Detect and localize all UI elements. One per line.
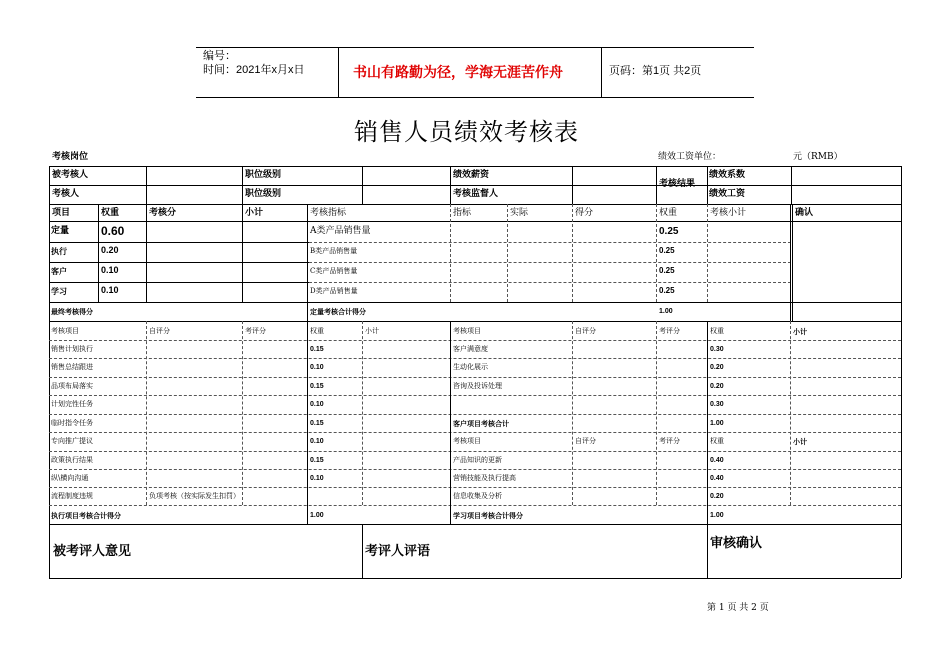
quant-indicator: C类产品销售量 — [310, 267, 358, 275]
rule — [656, 166, 657, 204]
customer-weight: 0.20 — [710, 364, 724, 371]
rule — [792, 204, 793, 321]
exec-sum-value: 1.00 — [310, 512, 324, 519]
customer-item: 客户满意度 — [453, 345, 488, 353]
col-header: 考核项目 — [51, 327, 79, 335]
rule — [49, 469, 901, 470]
quant-indicator: B类产品销售量 — [310, 247, 358, 255]
rule — [362, 166, 363, 204]
header-divider — [601, 48, 602, 97]
salary-label: 绩效薪资 — [453, 170, 490, 180]
exec-weight: 0.15 — [310, 420, 324, 427]
exec-weight: 0.10 — [310, 401, 324, 408]
col-header: 权重 — [710, 327, 724, 335]
customer-sum-value: 1.00 — [710, 420, 724, 427]
quant-sum-label: 定量考核合计得分 — [310, 307, 366, 316]
customer-item: 生动化展示 — [453, 363, 488, 371]
quant-indicator: D类产品销售量 — [310, 287, 358, 295]
col-header: 确认 — [795, 208, 814, 218]
quant-item: 学习 — [51, 286, 67, 296]
quant-weight: 0.60 — [101, 224, 125, 238]
exec-weight: 0.10 — [310, 364, 324, 371]
rule — [49, 451, 901, 452]
study-item: 营销技能及执行提高 — [453, 474, 516, 482]
rule — [450, 321, 451, 524]
rule — [362, 524, 363, 578]
study-weight: 0.40 — [710, 457, 724, 464]
customer-weight: 0.20 — [710, 383, 724, 390]
exec-item: 品项布局落实 — [51, 382, 93, 390]
exec-weight: 0.15 — [310, 457, 324, 464]
exec-weight: 0.15 — [310, 383, 324, 390]
quant-indicator: A类产品销售量 — [310, 226, 371, 236]
rule — [790, 204, 901, 205]
rule — [49, 505, 901, 506]
exec-item: 计划完性任务 — [51, 400, 93, 408]
quant-weight: 0.10 — [101, 265, 119, 275]
rule — [656, 204, 657, 302]
rule — [707, 321, 708, 578]
comment-label: 考评人评语 — [365, 544, 431, 559]
rule — [146, 166, 147, 204]
quant-sum-value: 1.00 — [659, 308, 673, 315]
study-weight: 0.40 — [710, 475, 724, 482]
exec-item: 销售总结跟进 — [51, 363, 93, 371]
quant-item: 执行 — [51, 246, 67, 256]
rule — [450, 166, 451, 204]
rule — [49, 578, 901, 579]
quant-weight2: 0.25 — [659, 226, 679, 237]
col-header: 考评分 — [659, 327, 680, 335]
rule — [49, 242, 309, 243]
review-label: 审核确认 — [710, 536, 763, 551]
rule — [656, 321, 657, 505]
col-header: 项目 — [52, 208, 71, 218]
rule — [901, 166, 902, 578]
quant-weight2: 0.25 — [659, 246, 675, 255]
study-item: 信息收集及分析 — [453, 492, 502, 500]
col-header: 自评分 — [149, 327, 170, 335]
customer-weight: 0.30 — [710, 346, 724, 353]
col-header: 指标 — [453, 208, 472, 218]
level-label: 职位级别 — [245, 189, 282, 199]
rule — [507, 204, 508, 302]
assessor-label: 考核人 — [52, 189, 80, 199]
rule — [362, 321, 363, 505]
col-header: 考核指标 — [310, 208, 347, 218]
rule — [49, 340, 901, 341]
exec-item: 流程制度违规 — [51, 492, 93, 500]
page-footer: 第 1 页 共 2 页 — [707, 603, 769, 613]
exec-note: 负项考核（按实际发生扣罚） — [149, 492, 240, 500]
rule — [49, 302, 901, 303]
quant-item: 定量 — [51, 226, 70, 236]
col-header: 权重 — [710, 437, 724, 445]
rule — [309, 262, 791, 263]
rule — [707, 204, 708, 302]
final-score-label: 最终考核得分 — [51, 307, 93, 316]
col-header: 考核项目 — [453, 437, 481, 445]
rule — [49, 395, 901, 396]
col-header: 权重 — [310, 327, 324, 335]
rule — [49, 204, 901, 205]
col-header: 考核项目 — [453, 327, 481, 335]
rule — [49, 221, 901, 222]
rule — [307, 321, 308, 524]
customer-weight: 0.30 — [710, 401, 724, 408]
rule — [49, 262, 309, 263]
quant-weight: 0.20 — [101, 245, 119, 255]
wage-label: 绩效工资 — [709, 189, 746, 199]
code-label: 编号： — [203, 50, 236, 62]
study-sum-value: 1.00 — [710, 512, 724, 519]
date-label: 时间：2021年x月x日 — [203, 64, 305, 76]
rule — [49, 282, 309, 283]
col-header: 小计 — [245, 208, 264, 218]
quant-weight: 0.10 — [101, 285, 119, 295]
study-weight: 0.20 — [710, 493, 724, 500]
exec-weight: 0.10 — [310, 475, 324, 482]
col-header: 得分 — [575, 208, 594, 218]
quant-weight2: 0.25 — [659, 266, 675, 275]
rule — [791, 166, 792, 204]
customer-sum-label: 客户项目考核合计 — [453, 419, 509, 428]
col-header: 小计 — [793, 327, 807, 336]
assessed-label: 被考核人 — [52, 170, 89, 180]
rule — [790, 204, 791, 321]
col-header: 自评分 — [575, 437, 596, 445]
exec-sum-label: 执行项目考核合计得分 — [51, 511, 121, 520]
rule — [98, 204, 99, 302]
rule — [242, 166, 243, 204]
exec-weight: 0.10 — [310, 438, 324, 445]
result-label: 考核结果 — [659, 179, 696, 189]
rule — [146, 204, 147, 302]
rule — [572, 204, 573, 302]
rule — [572, 321, 573, 505]
motto: 书山有路勤为径，学海无涯苦作舟 — [353, 65, 563, 81]
rule — [707, 166, 708, 204]
col-header: 考评分 — [245, 327, 266, 335]
exec-item: 临时指令任务 — [51, 419, 93, 427]
rule — [450, 204, 451, 302]
rule — [49, 166, 50, 578]
page-label: 页码：第1页 共2页 — [609, 65, 702, 77]
quant-item: 客户 — [51, 266, 67, 276]
rule — [49, 414, 901, 415]
opinion-label: 被考评人意见 — [53, 544, 132, 559]
supervisor-label: 考核监督人 — [453, 189, 499, 199]
rule — [49, 166, 901, 167]
rule — [790, 321, 791, 505]
col-header: 考评分 — [659, 437, 680, 445]
col-header: 小计 — [365, 327, 379, 335]
rule — [309, 282, 791, 283]
col-header: 权重 — [101, 208, 120, 218]
rule — [49, 524, 901, 525]
exec-item: 政策执行结果 — [51, 456, 93, 464]
study-item: 产品知识的更新 — [453, 456, 502, 464]
col-header: 小计 — [793, 437, 807, 446]
rule — [49, 377, 901, 378]
level-label: 职位级别 — [245, 170, 282, 180]
post-label: 考核岗位 — [52, 152, 89, 162]
exec-item: 销售计划执行 — [51, 345, 93, 353]
rule — [242, 204, 243, 302]
rule — [49, 358, 901, 359]
col-header: 权重 — [659, 208, 678, 218]
customer-item: 咨询及投诉处理 — [453, 382, 502, 390]
coef-label: 绩效系数 — [709, 170, 746, 180]
rule — [307, 204, 308, 321]
rule — [572, 166, 573, 204]
page-title: 销售人员绩效考核表 — [354, 119, 579, 146]
rule — [49, 487, 901, 488]
rule — [49, 432, 901, 433]
quant-weight2: 0.25 — [659, 286, 675, 295]
rule — [242, 321, 243, 505]
rule — [49, 185, 901, 186]
col-header: 考核分 — [149, 208, 177, 218]
exec-weight: 0.15 — [310, 346, 324, 353]
unit-value: 元（RMB） — [793, 152, 843, 162]
col-header: 实际 — [510, 208, 529, 218]
col-header: 自评分 — [575, 327, 596, 335]
rule — [309, 242, 791, 243]
rule — [146, 321, 147, 505]
rule — [49, 321, 901, 322]
exec-item: 专向推广提议 — [51, 437, 93, 445]
unit-label: 绩效工资单位： — [658, 152, 722, 162]
exec-item: 纵\横向沟通 — [51, 474, 89, 482]
header-divider — [338, 48, 339, 97]
study-sum-label: 学习项目考核合计得分 — [453, 511, 523, 520]
col-header: 考核小计 — [710, 208, 747, 218]
